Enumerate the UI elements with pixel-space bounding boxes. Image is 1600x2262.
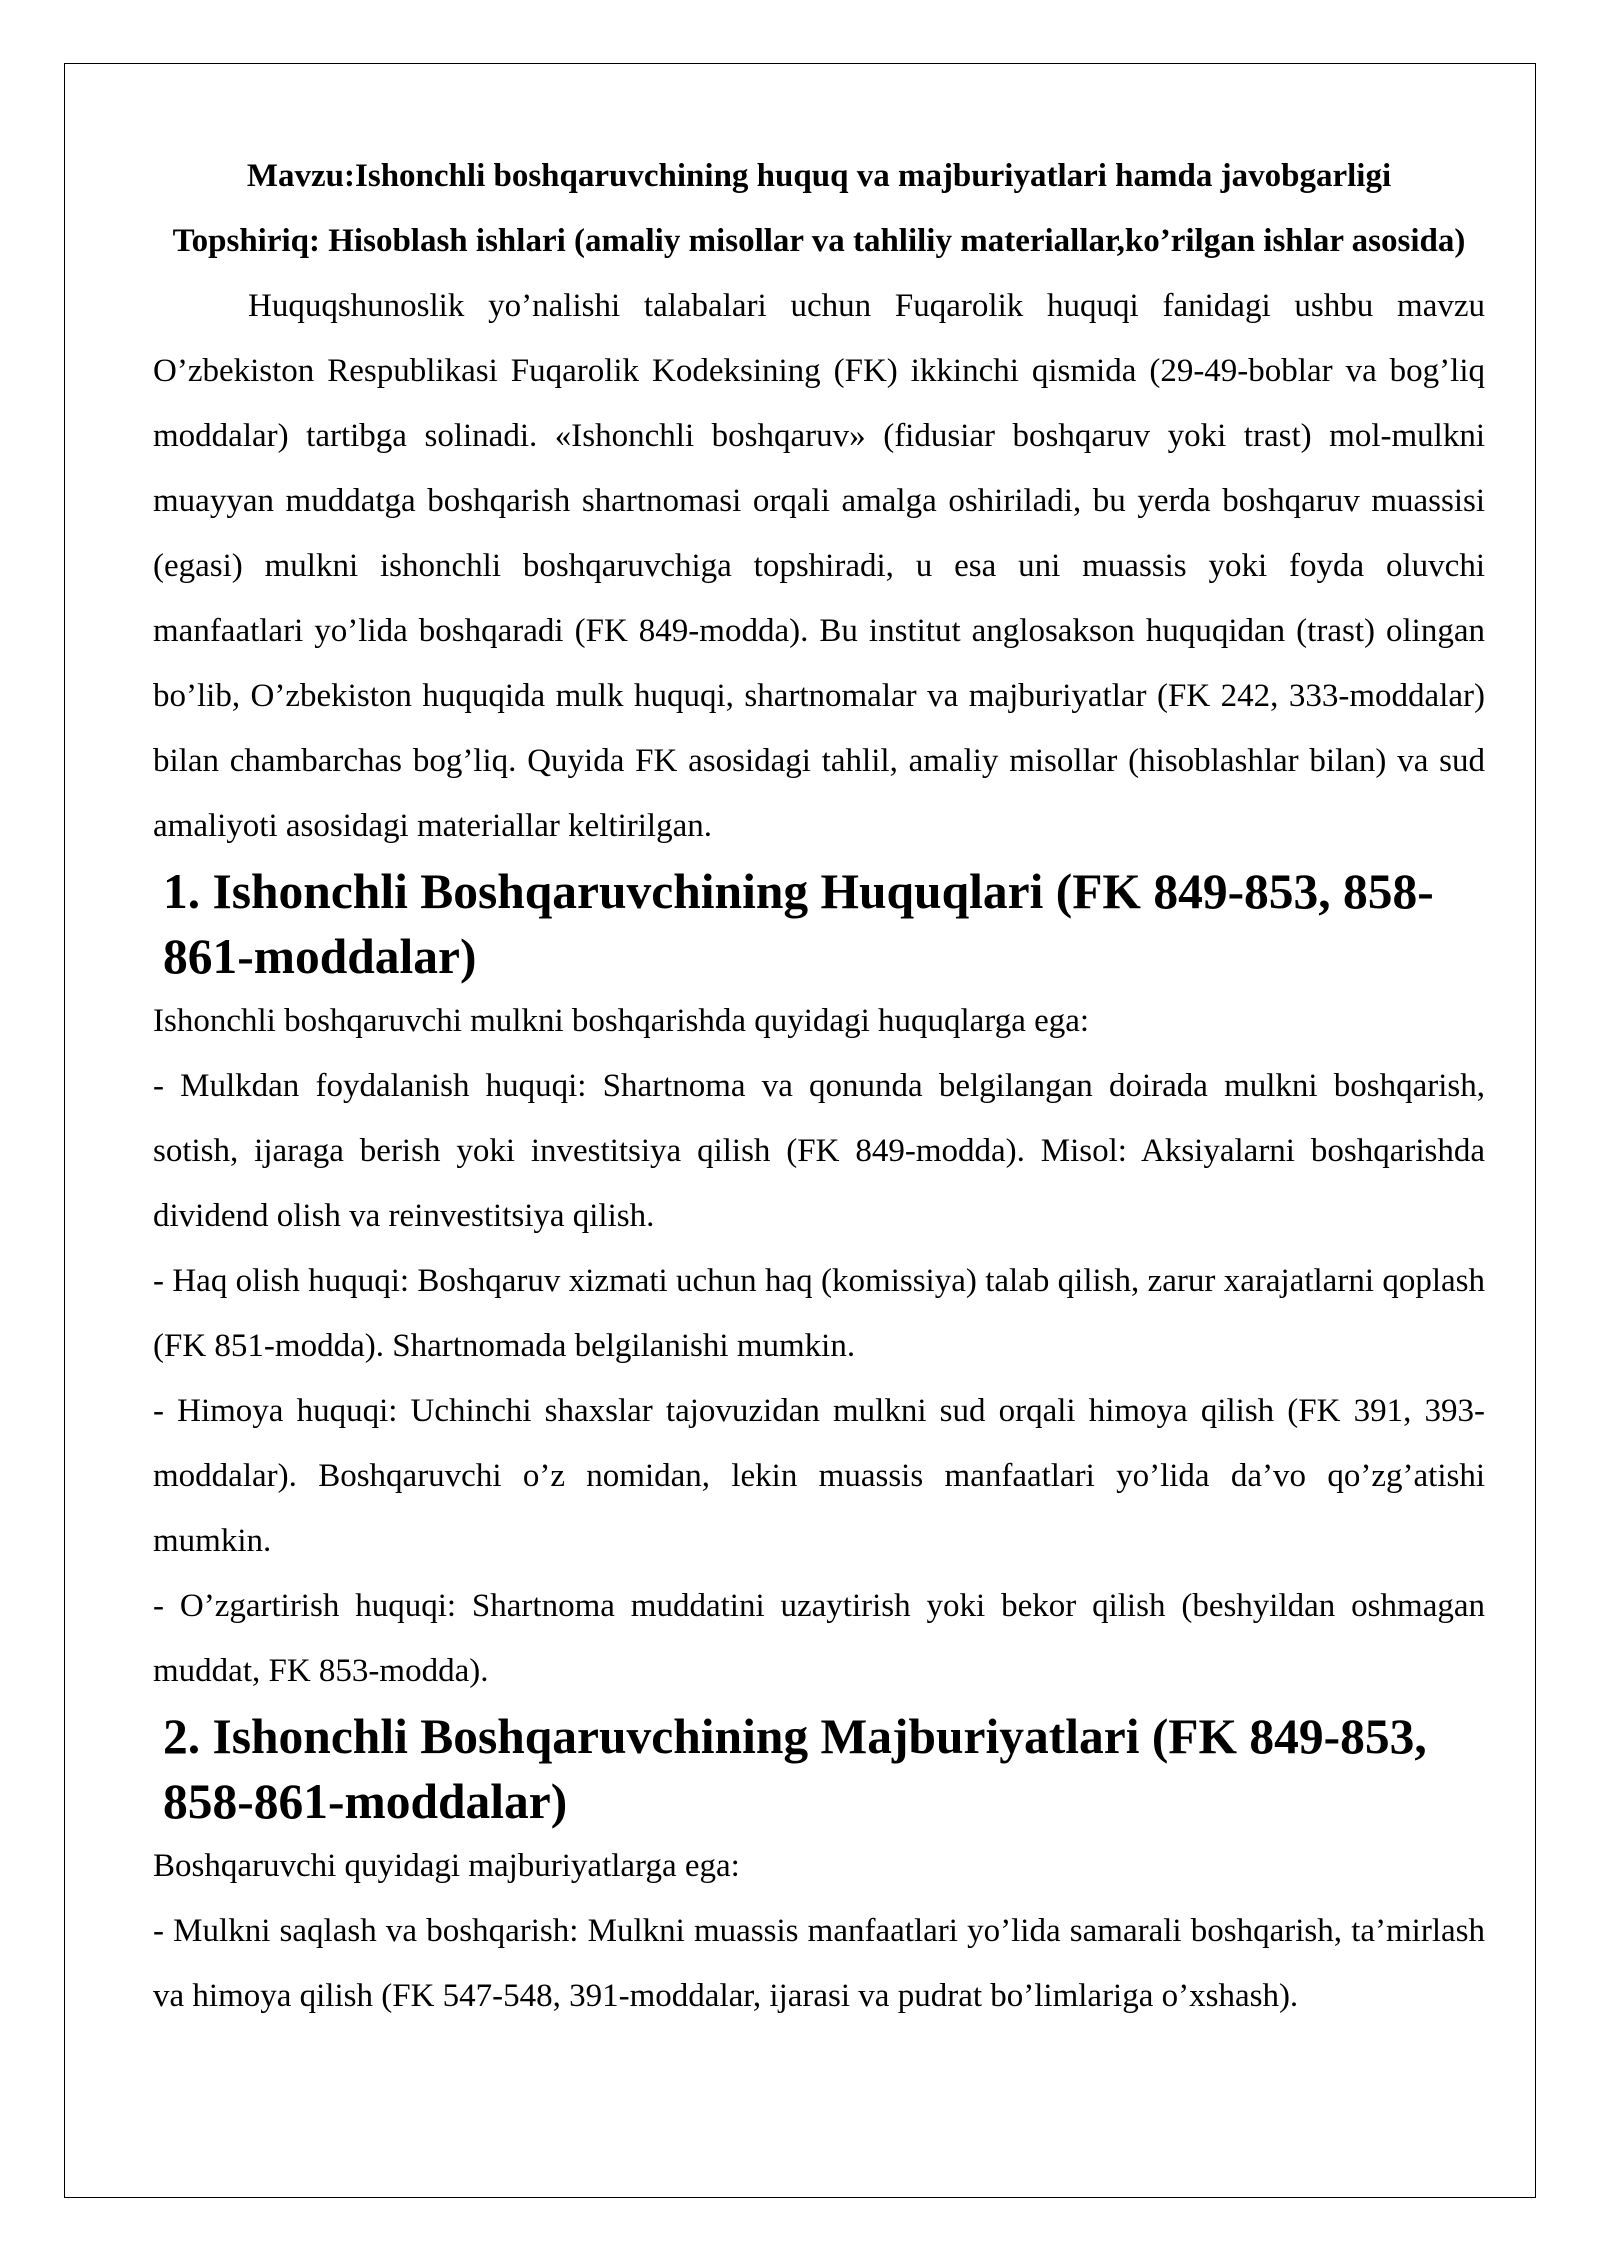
section-1-item-2: - Haq olish huquqi: Boshqaruv xizmati uchun haq (komissiya) talab qilish, zarur xarajatlarni qoplash (FK 851-modda). Shartnomada belgilanishi mumkin.	[153, 1263, 1485, 1364]
section-2-item-1: - Mulkni saqlash va boshqarish: Mulkni muassis manfaatlari yo’lida samarali boshqarish, ta’mirlash va himoya qilish (FK 547-548, 391-moddalar, ijarasi va pudrat bo’limlariga o’xshash).	[153, 1913, 1485, 2014]
title-line-1: Mavzu:Ishonchli boshqaruvchining huquq va majburiyatlari hamda javobgarligi	[246, 158, 1392, 194]
title-line-2: Topshiriq: Hisoblash ishlari (amaliy misollar va tahliliy materiallar,ko’rilgan ishlar asosida)	[172, 223, 1466, 259]
section-1-item-3: - Himoya huquqi: Uchinchi shaxslar tajovuzidan mulkni sud orqali himoya qilish (FK 391, 393-moddalar). Boshqaruvchi o’z nomidan, lekin muassis manfaatlari yo’lida da’vo qo’zg’atishi mumkin.	[153, 1393, 1485, 1559]
document-title	[153, 144, 1485, 274]
intro-paragraph: Huquqshunoslik yo’nalishi talabalari uchun Fuqarolik huquqi fanidagi ushbu mavzu O’zbekiston Respublikasi Fuqarolik Kodeksining (FK) ikkinchi qismida (29-49-boblar va bog’liq moddalar) tartibga solinadi. «Ishonchli boshqaruv» (fidusiar boshqaruv yoki trast) mol-mulkni muayyan muddatga boshqarish shartnomasi orqali amalga oshiriladi, bu yerda boshqaruv muassisi (egasi) mulkni ishonchli boshqaruvchiga topshiradi, u esa uni muassis yoki foyda oluvchi manfaatlari yo’lida boshqaradi (FK 849-modda). Bu institut anglosakson huquqidan (trast) olingan bo’lib, O’zbekiston huquqida mulk huquqi, shartnomalar va majburiyatlar (FK 242, 333-moddalar) bilan chambarchas bog’liq. Quyida FK asosidagi tahlil, amaliy misollar (hisoblashlar bilan) va sud amaliyoti asosidagi materiallar keltirilgan.	[153, 288, 1485, 844]
document-body	[153, 144, 1485, 2029]
section-1-item-4: - O’zgartirish huquqi: Shartnoma muddatini uzaytirish yoki bekor qilish (beshyildan oshmagan muddat, FK 853-modda).	[153, 1588, 1485, 1689]
section-2-heading: 2. Ishonchli Boshqaruvchining Majburiyatlari (FK 849-853, 858-861-moddalar)	[163, 1709, 1427, 1829]
section-1-item-1: - Mulkdan foydalanish huquqi: Shartnoma va qonunda belgilangan doirada mulkni boshqarish, sotish, ijaraga berish yoki investitsiya qilish (FK 849-modda). Misol: Aksiyalarni boshqarishda dividend olish va reinvestitsiya qilish.	[153, 1068, 1485, 1234]
section-1-lead: Ishonchli boshqaruvchi mulkni boshqarishda quyidagi huquqlarga ega:	[153, 1003, 1090, 1039]
section-1-heading: 1. Ishonchli Boshqaruvchining Huquqlari (FK 849-853, 858-861-moddalar)	[163, 864, 1434, 984]
section-2-lead: Boshqaruvchi quyidagi majburiyatlarga ega:	[153, 1848, 740, 1884]
